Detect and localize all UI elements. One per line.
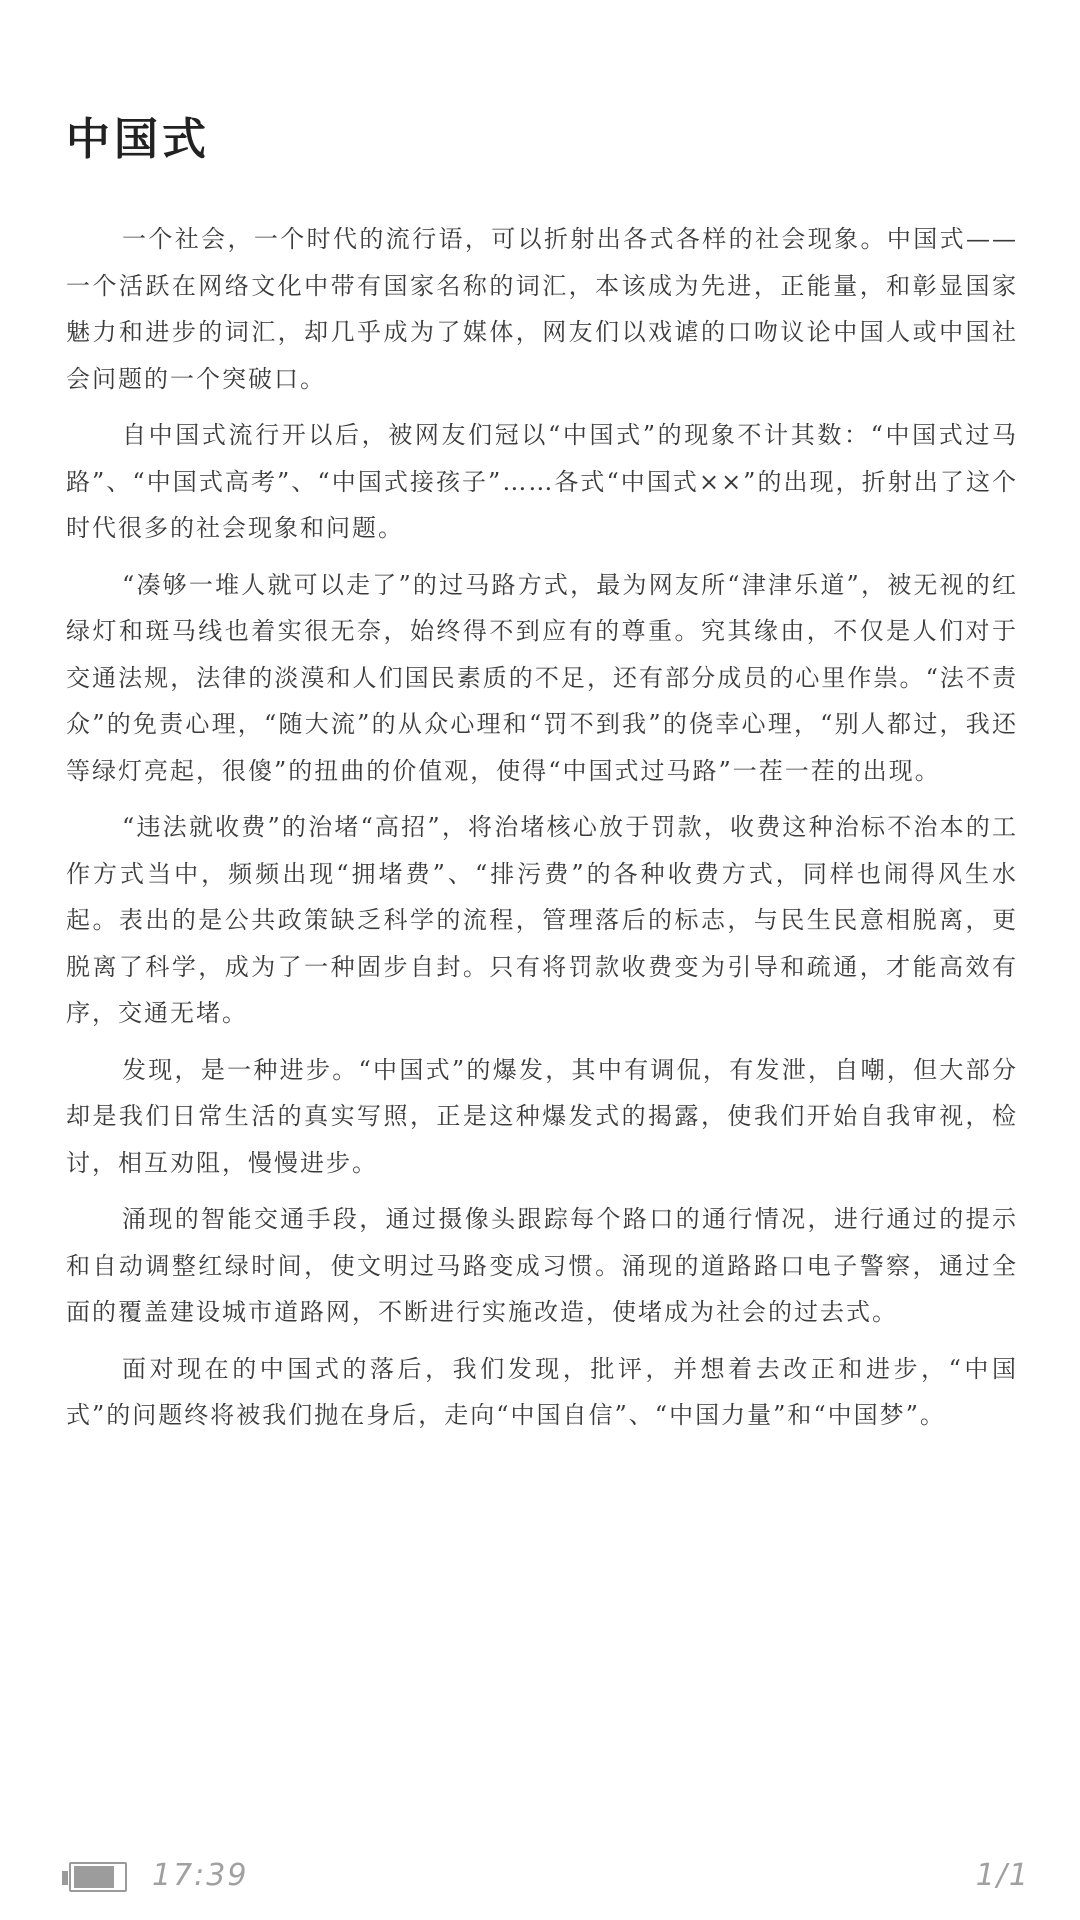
paragraph: “凑够一堆人就可以走了”的过马路方式，最为网友所“津津乐道”，被无视的红绿灯和斑马线也着实很无奈，始终得不到应有的尊重。究其缘由，不仅是人们对于交通法规，法律的淡漠和人们国民素质的不足，还有部分成员的心里作祟。“法不责众”的免责心理，“随大流”的从众心理和“罚不到我”的侥幸心理，“别人都过，我还等绿灯亮起，很傻”的扭曲的价值观，使得“中国式过马路”一茬一茬的出现。 — [66, 570, 1018, 785]
paragraph: 面对现在的中国式的落后，我们发现，批评，并想着去改正和进步，“中国式”的问题终将被我们抛在身后，走向“中国自信”、“中国力量”和“中国梦”。 — [66, 1354, 1018, 1429]
status-bar — [0, 1850, 1080, 1900]
article — [66, 100, 1018, 1449]
battery-terminal — [62, 1871, 68, 1885]
paragraph: 自中国式流行开以后，被网友们冠以“中国式”的现象不计其数：“中国式过马路”、“中国式高考”、“中国式接孩子”……各式“中国式××”的出现，折射出了这个时代很多的社会现象和问题。 — [66, 421, 1018, 542]
page-indicator: 1/1 — [975, 1858, 1030, 1893]
battery-level — [74, 1866, 114, 1888]
clock: 17:39 — [152, 1858, 249, 1893]
paragraph: 发现，是一种进步。“中国式”的爆发，其中有调侃，有发泄，自嘲，但大部分却是我们日常生活的真实写照，正是这种爆发式的揭露，使我们开始自我审视，检讨，相互劝阻，慢慢进步。 — [66, 1055, 1018, 1177]
paragraph: 一个社会，一个时代的流行语，可以折射出各式各样的社会现象。中国式——一个活跃在网络文化中带有国家名称的词汇，本该成为先进，正能量，和彰显国家魅力和进步的词汇，却几乎成为了媒体，网友们以戏谑的口吻议论中国人或中国社会问题的一个突破口。 — [66, 225, 1018, 393]
article-title: 中国式 — [66, 114, 210, 165]
paragraph: 涌现的智能交通手段，通过摄像头跟踪每个路口的通行情况，进行通过的提示和自动调整红绿时间，使文明过马路变成习惯。涌现的道路路口电子警察，通过全面的覆盖建设城市道路网，不断进行实施改造，使堵成为社会的过去式。 — [66, 1205, 1018, 1326]
paragraph: “违法就收费”的治堵“高招”，将治堵核心放于罚款，收费这种治标不治本的工作方式当中，频频出现“拥堵费”、“排污费”的各种收费方式，同样也闹得风生水起。表出的是公共政策缺乏科学的流程，管理落后的标志，与民生民意相脱离，更脱离了科学，成为了一种固步自封。只有将罚款收费变为引导和疏通，才能高效有序，交通无堵。 — [66, 813, 1018, 1027]
battery-icon — [62, 1862, 132, 1894]
